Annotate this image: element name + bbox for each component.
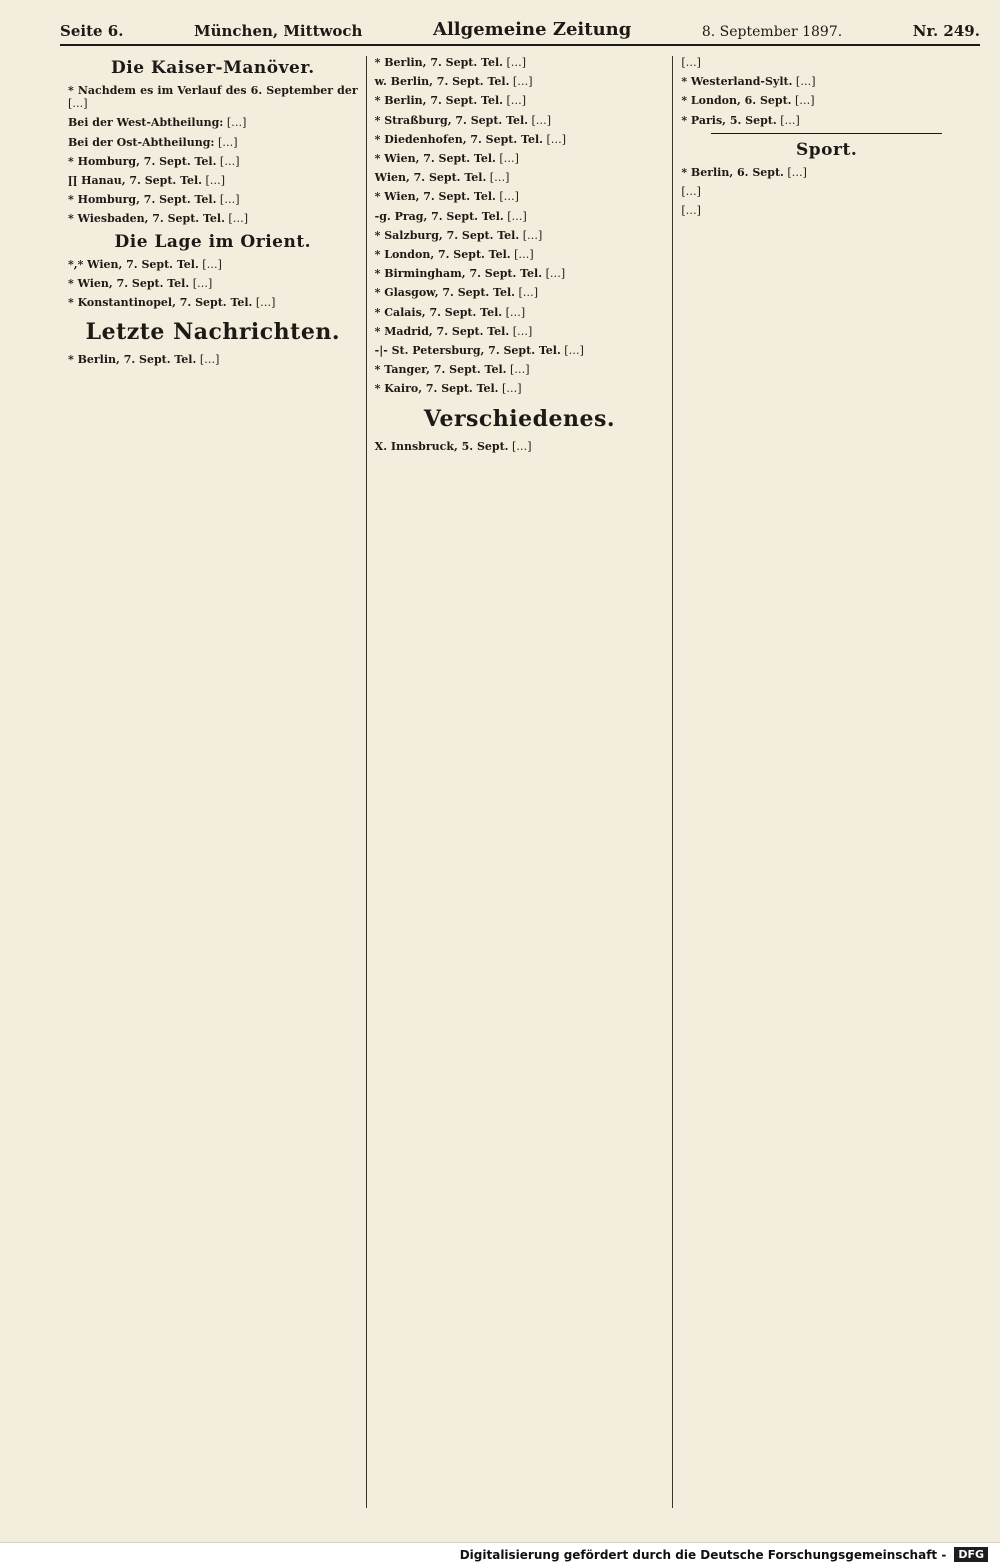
article-paragraph [681, 166, 972, 179]
article-paragraph [68, 258, 358, 271]
article-paragraph [681, 94, 972, 107]
article-paragraph [375, 171, 665, 184]
masthead [60, 14, 980, 46]
section-divider [711, 133, 942, 134]
section-title: Letzte Nachrichten. [85, 319, 340, 346]
article-text: […] [217, 135, 238, 149]
columns [60, 56, 980, 1508]
article-text: […] [228, 212, 248, 226]
article-paragraph [375, 363, 665, 376]
article-text: […] [514, 248, 534, 262]
article-text: […] [199, 353, 220, 367]
article-dateline: * Straßburg, 7. Sept. Tel. [374, 113, 528, 127]
article-paragraph [375, 94, 665, 107]
article-paragraph [68, 353, 358, 366]
article-paragraph [375, 133, 665, 146]
article-dateline: * Nachdem es im Verlauf des 6. September der [68, 84, 358, 97]
article-paragraph [375, 267, 665, 280]
article-text: […] [512, 324, 533, 338]
article-paragraph [375, 325, 665, 338]
article-text: […] [502, 382, 522, 396]
article-dateline: X. Innsbruck, 5. Sept. [374, 439, 509, 453]
article-dateline: * Berlin, 7. Sept. Tel. [374, 56, 503, 69]
article-paragraph [68, 84, 358, 110]
column-2 [367, 56, 674, 1508]
article-dateline: -g. Prag, 7. Sept. Tel. [374, 209, 504, 223]
article-text: […] [219, 154, 240, 168]
article-paragraph [375, 152, 665, 165]
article-paragraph [68, 174, 358, 187]
article-paragraph [68, 155, 358, 168]
article-paragraph [375, 210, 665, 223]
newspaper-title: Allgemeine Zeitung [433, 19, 632, 40]
article-text: […] [202, 257, 222, 271]
article-text: […] [499, 190, 519, 204]
article-dateline: * London, 7. Sept. Tel. [374, 248, 511, 262]
article-paragraph [681, 185, 972, 198]
digitization-footer [0, 1542, 1000, 1566]
article-dateline: * Tanger, 7. Sept. Tel. [374, 363, 507, 377]
article-text: […] [68, 97, 88, 111]
article-paragraph [375, 382, 665, 395]
article-text: […] [795, 94, 815, 108]
article-dateline: * Kairo, 7. Sept. Tel. [374, 382, 499, 396]
issue-date: 8. September 1897. [701, 24, 843, 40]
article-text: […] [546, 132, 567, 146]
article-dateline: * Calais, 7. Sept. Tel. [374, 305, 503, 319]
section-title: Sport. [796, 139, 858, 160]
article-text: […] [787, 165, 807, 179]
article-dateline: * Westerland-Sylt. [681, 75, 793, 89]
article-dateline: * London, 6. Sept. [681, 94, 792, 108]
article-text: […] [512, 439, 532, 453]
article-text: […] [545, 267, 566, 281]
article-text: […] [512, 75, 533, 89]
article-dateline: * Wien, 7. Sept. Tel. [374, 190, 496, 204]
article-dateline: * Wien, 7. Sept. Tel. [374, 152, 496, 166]
article-paragraph [375, 75, 665, 88]
footer-text: Digitalisierung gefördert durch die Deutsche Forschungsgemeinschaft - [459, 1547, 947, 1562]
article-paragraph [68, 193, 358, 206]
article-dateline: Bei der West-Abtheilung: [68, 116, 224, 130]
article-dateline: * Glasgow, 7. Sept. Tel. [374, 286, 516, 300]
article-paragraph [681, 204, 972, 217]
article-paragraph [375, 114, 665, 127]
article-text: […] [205, 174, 226, 188]
article-text: […] [505, 305, 526, 319]
place-day: München, Mittwoch [193, 22, 363, 40]
article-dateline: * Berlin, 7. Sept. Tel. [68, 353, 197, 367]
article-dateline: * Wiesbaden, 7. Sept. Tel. [68, 212, 225, 226]
column-3 [673, 56, 980, 1508]
article-dateline: * Homburg, 7. Sept. Tel. [68, 193, 217, 207]
article-text: […] [509, 363, 530, 377]
section-title: Die Lage im Orient. [114, 231, 312, 252]
article-dateline: -|- St. Petersburg, 7. Sept. Tel. [374, 344, 561, 358]
article-text: […] [780, 113, 800, 127]
article-text: […] [506, 94, 527, 108]
article-text: […] [795, 75, 816, 89]
article-text: […] [681, 204, 701, 218]
article-text: […] [522, 228, 543, 242]
article-paragraph [375, 306, 665, 319]
article-paragraph [375, 190, 665, 203]
article-paragraph [375, 229, 665, 242]
article-paragraph [681, 75, 972, 88]
article-text: […] [219, 193, 240, 207]
article-text: […] [681, 185, 701, 199]
article-text: […] [489, 171, 510, 185]
article-dateline: * Berlin, 6. Sept. [681, 165, 784, 179]
article-text: […] [499, 152, 519, 166]
article-text: […] [518, 286, 539, 300]
article-text: […] [507, 209, 527, 223]
article-text: […] [531, 113, 552, 127]
article-text: […] [506, 56, 527, 69]
article-paragraph [68, 277, 358, 290]
article-paragraph [375, 56, 665, 69]
article-dateline: * Homburg, 7. Sept. Tel. [68, 154, 217, 168]
article-text: […] [564, 344, 584, 358]
article-paragraph [375, 344, 665, 357]
issue-number: Nr. 249. [912, 22, 980, 40]
article-paragraph [68, 136, 358, 149]
article-dateline: * Berlin, 7. Sept. Tel. [374, 94, 503, 108]
article-paragraph [681, 56, 972, 69]
article-text: […] [681, 56, 701, 69]
article-dateline: * Diedenhofen, 7. Sept. Tel. [374, 132, 543, 146]
page-number: Seite 6. [60, 22, 124, 40]
article-text: […] [255, 296, 276, 310]
article-text: […] [226, 116, 247, 130]
article-dateline: * Paris, 5. Sept. [681, 113, 777, 127]
article-dateline: * Birmingham, 7. Sept. Tel. [374, 267, 543, 281]
article-dateline: * Madrid, 7. Sept. Tel. [374, 324, 510, 338]
article-paragraph [681, 114, 972, 127]
article-paragraph [375, 248, 665, 261]
article-paragraph [375, 440, 665, 453]
dfg-logo: DFG [954, 1547, 988, 1562]
section-title: Die Kaiser-Manöver. [111, 58, 315, 78]
article-text: […] [192, 276, 213, 290]
article-dateline: * Konstantinopel, 7. Sept. Tel. [68, 296, 253, 310]
article-dateline: Wien, 7. Sept. Tel. [374, 171, 487, 185]
article-dateline: ∏ Hanau, 7. Sept. Tel. [68, 174, 203, 188]
article-paragraph [68, 212, 358, 225]
article-dateline: Bei der Ost-Abtheilung: [68, 135, 215, 149]
article-paragraph [375, 286, 665, 299]
article-paragraph [68, 296, 358, 309]
article-paragraph [68, 116, 358, 129]
article-dateline: *,* Wien, 7. Sept. Tel. [68, 257, 199, 271]
article-dateline: * Salzburg, 7. Sept. Tel. [374, 228, 520, 242]
column-1 [60, 56, 367, 1508]
article-dateline: w. Berlin, 7. Sept. Tel. [374, 75, 510, 89]
section-title: Verschiedenes. [423, 405, 616, 432]
article-dateline: * Wien, 7. Sept. Tel. [68, 276, 190, 290]
